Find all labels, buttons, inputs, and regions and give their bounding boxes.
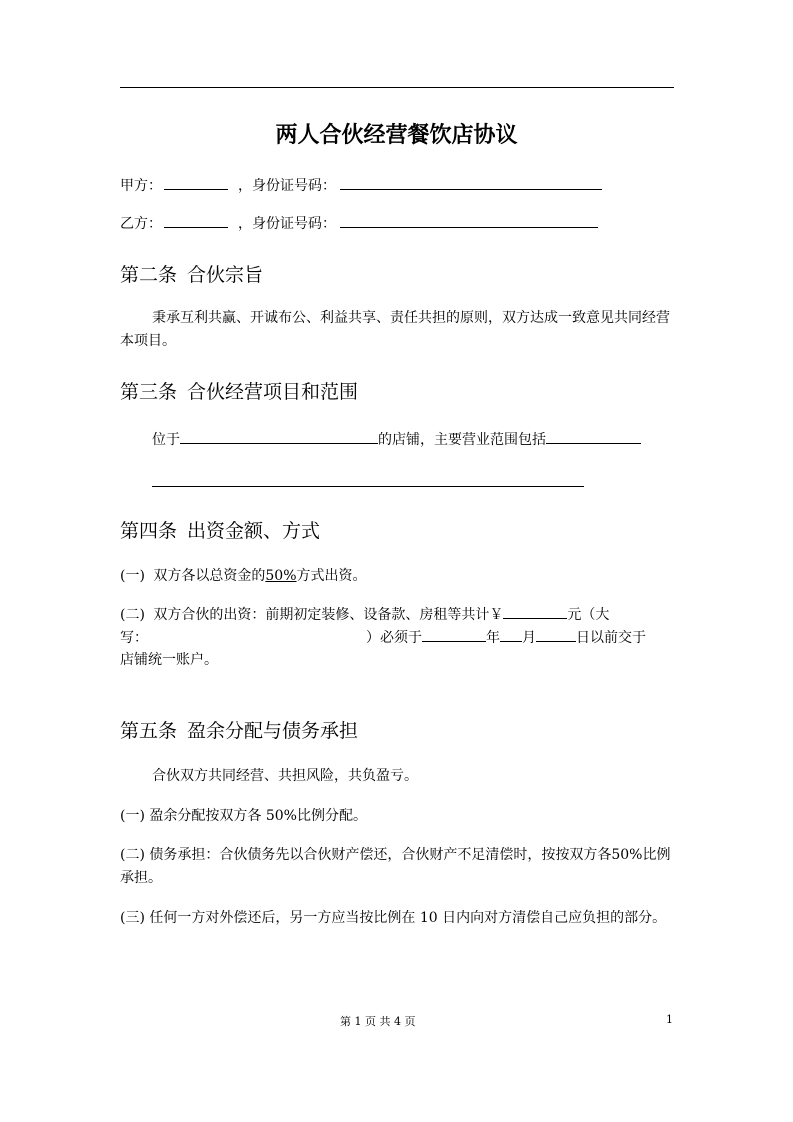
article3-heading <box>120 377 358 404</box>
total-amount-blank[interactable] <box>503 604 567 619</box>
article2-text: 秉承互利共赢、开诚布公、利益共享、责任共担的原则，双方达成一致意见共同经营本项目。 <box>120 310 670 349</box>
header-rule <box>120 87 674 88</box>
article4-item2-text1: 双方合伙的出资：前期初定装修、设备款、房租等共计￥ <box>153 607 504 623</box>
party-a-label: 甲方： <box>120 178 162 194</box>
article5-heading <box>120 716 358 743</box>
article5-title: 盈余分配与债务承担 <box>187 720 359 742</box>
article4-item1-percent: 50% <box>265 568 297 584</box>
article4-heading <box>120 516 320 543</box>
party-a-name-blank[interactable] <box>164 175 228 190</box>
article3-location-prefix: 位于 <box>152 432 180 448</box>
article4-item1-prefix: 双方各以总资金的 <box>153 568 266 584</box>
business-scope-blank-line2[interactable] <box>152 472 584 487</box>
article4-item2-month: 月 <box>522 630 536 646</box>
article4-number: 第四条 <box>120 520 178 542</box>
deadline-day-blank[interactable] <box>536 627 576 642</box>
page-counter: 第 1 页 共 4 页 <box>340 1015 416 1028</box>
article4-item2-line2 <box>120 627 646 648</box>
party-b-label: 乙方： <box>120 216 162 232</box>
party-b-id-blank[interactable] <box>340 213 598 228</box>
article5-item1: (一) 盈余分配按双方各 50%比例分配。 <box>120 808 367 824</box>
article2-number: 第二条 <box>120 264 178 286</box>
article4-item2-year: 年 <box>486 630 500 646</box>
business-scope-blank[interactable] <box>546 429 641 444</box>
article3-number: 第三条 <box>120 381 178 403</box>
article5-item3: (三) 任何一方对外偿还后，另一方应当按比例在 10 日内向对方清偿自己应负担的部分。 <box>120 910 667 926</box>
article4-item1-suffix: 方式出资。 <box>296 568 367 584</box>
party-b-id-label: ，身份证号码： <box>238 216 336 232</box>
page-number: 1 <box>666 1013 673 1026</box>
party-b-line <box>120 213 598 234</box>
article4-item2-day: 日以前交于 <box>576 630 646 646</box>
article3-title: 合伙经营项目和范围 <box>187 381 359 403</box>
party-a-id-label: ，身份证号码： <box>238 178 336 194</box>
article4-item1-marker: (一) <box>120 568 145 584</box>
article4-item2-text3: 写： <box>120 630 148 646</box>
article4-item1 <box>120 566 367 586</box>
article5-intro: 合伙双方共同经营、共担风险，共负盈亏。 <box>152 768 418 784</box>
article3-location-suffix: 的店铺，主要营业范围包括 <box>378 432 546 448</box>
party-a-line <box>120 175 602 196</box>
article4-item2-marker: (二) <box>120 607 145 623</box>
deadline-month-blank[interactable] <box>500 627 522 642</box>
article4-item2-text2: 元（大 <box>567 607 610 623</box>
article2-title: 合伙宗旨 <box>187 264 264 286</box>
document-title: 两人合伙经营餐饮店协议 <box>275 123 518 148</box>
article5-number: 第五条 <box>120 720 178 742</box>
article4-item2-text4: ）必须于 <box>366 630 422 646</box>
article2-heading <box>120 260 263 287</box>
article3-location-line <box>152 429 641 450</box>
article4-item2-text5: 店铺统一账户。 <box>120 652 218 668</box>
article4-item2-line1 <box>120 604 609 625</box>
article4-title: 出资金额、方式 <box>187 520 321 542</box>
party-a-id-blank[interactable] <box>340 175 602 190</box>
store-location-blank[interactable] <box>180 429 378 444</box>
deadline-year-blank[interactable] <box>422 627 486 642</box>
article5-item2: (二) 债务承担：合伙债务先以合伙财产偿还，合伙财产不足清偿时，按按双方各50%比例承担。 <box>120 847 671 886</box>
party-b-name-blank[interactable] <box>164 213 228 228</box>
